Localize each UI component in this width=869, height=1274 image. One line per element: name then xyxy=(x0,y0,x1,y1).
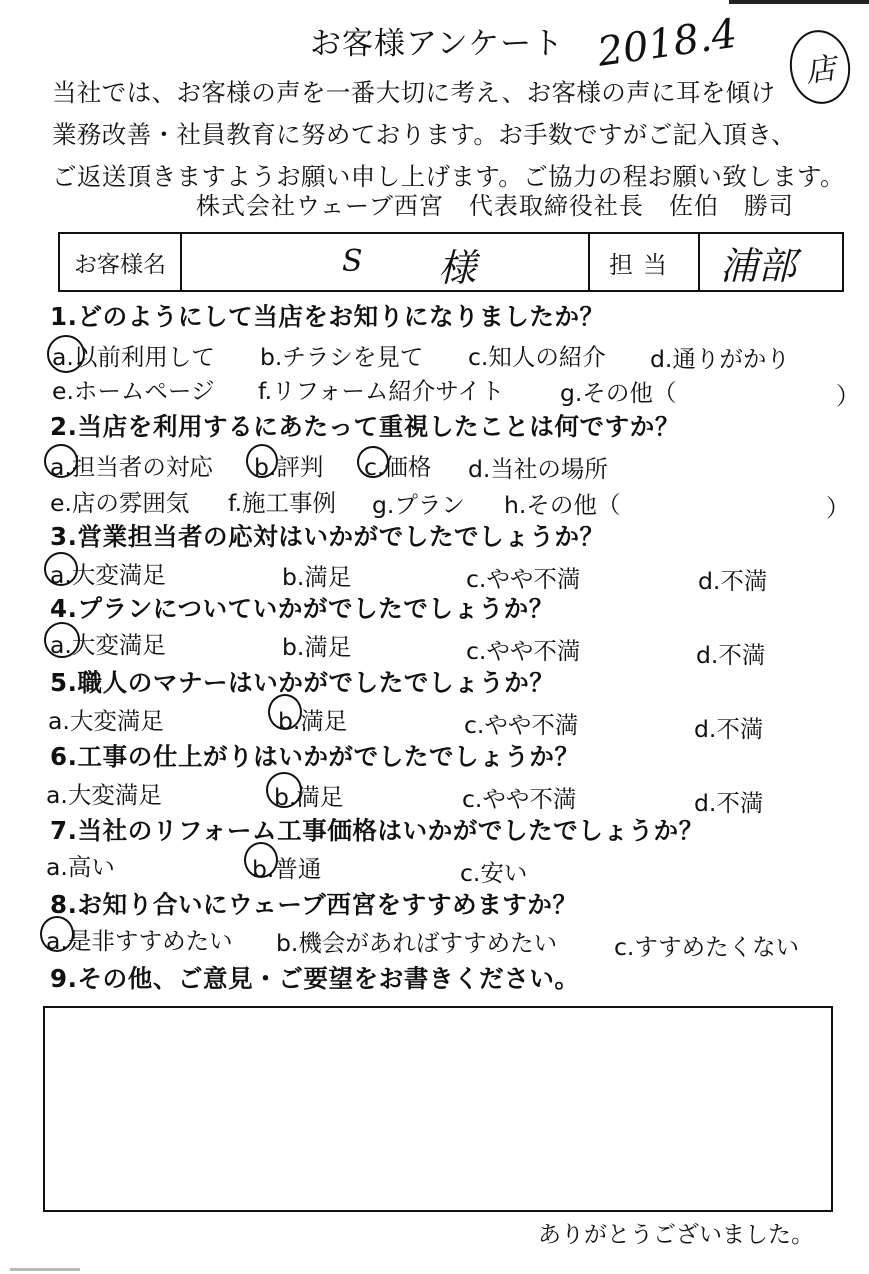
q3-option-b[interactable]: b.満足 xyxy=(282,563,352,591)
question-4: 4.プランについていかがでしたでしょうか？ xyxy=(50,594,554,623)
question-6: 6.工事の仕上がりはいかがでしたでしょうか？ xyxy=(50,742,580,771)
q2-option-e[interactable]: e.店の雰囲気 xyxy=(50,489,190,517)
question-2: 2.当店を利用するにあたって重視したことは何ですか？ xyxy=(50,412,680,441)
q7-option-c[interactable]: c.安い xyxy=(460,859,528,887)
question-9: 9.その他、ご意見・ご要望をお書きください。 xyxy=(50,964,580,993)
customer-info-box xyxy=(58,232,844,292)
customer-initial: S xyxy=(342,244,363,279)
q2-option-f[interactable]: f.施工事例 xyxy=(228,489,337,517)
intro-text xyxy=(52,72,845,198)
shop-mark-text: 店 xyxy=(803,51,838,90)
q6-option-c[interactable]: c.やや不満 xyxy=(462,785,577,813)
q8-option-a[interactable]: a.是非すすめたい xyxy=(46,927,233,955)
q5-option-a[interactable]: a.大変満足 xyxy=(48,707,164,735)
footer-thanks: ありがとうございました。 xyxy=(538,1222,814,1248)
intro-line: 業務改善・社員教育に努めております。お手数ですがご記入頂き、 xyxy=(52,120,797,149)
q5-option-d[interactable]: d.不満 xyxy=(694,715,764,743)
q2-option-h[interactable]: h.その他（ xyxy=(504,491,621,519)
q1-option-a[interactable]: a.以前利用して xyxy=(52,343,215,371)
q4-option-c[interactable]: c.やや不満 xyxy=(466,637,581,665)
q6-option-d[interactable]: d.不満 xyxy=(694,789,764,817)
customer-suffix: 様 xyxy=(438,246,477,290)
q2-option-a[interactable]: a.担当者の対応 xyxy=(50,453,213,481)
q4-option-a[interactable]: a.大変満足 xyxy=(50,631,166,659)
question-8: 8.お知り合いにウェーブ西宮をすすめますか？ xyxy=(50,890,578,919)
customer-name-field[interactable] xyxy=(180,234,590,290)
q8-option-b[interactable]: b.機会があればすすめたい xyxy=(276,929,558,957)
staff-name-field[interactable]: 浦部 xyxy=(720,243,797,288)
question-1: 1.どのようにして当店をお知りになりましたか？ xyxy=(50,302,605,331)
q6-option-a[interactable]: a.大変満足 xyxy=(46,781,162,809)
q1-option-d[interactable]: d.通りがかり xyxy=(650,345,790,373)
q2-option-g[interactable]: g.プラン xyxy=(372,491,465,519)
q2-close-paren: ） xyxy=(826,494,850,522)
q4-option-d[interactable]: d.不満 xyxy=(696,641,766,669)
company-line: 株式会社ウェーブ西宮 代表取締役社長 佐伯 勝司 xyxy=(196,192,794,220)
scan-edge xyxy=(729,0,869,4)
q1-option-g[interactable]: g.その他（ xyxy=(560,379,677,407)
question-5: 5.職人のマナーはいかがでしたでしょうか？ xyxy=(50,668,555,697)
q1-option-c[interactable]: c.知人の紹介 xyxy=(468,343,606,371)
comment-box[interactable] xyxy=(43,1006,833,1212)
q7-option-b[interactable]: b.普通 xyxy=(252,855,322,883)
intro-line: ご返送頂きますようお願い申し上げます。ご協力の程お願い致します。 xyxy=(52,162,845,191)
q5-option-c[interactable]: c.やや不満 xyxy=(464,711,579,739)
q3-option-a[interactable]: a.大変満足 xyxy=(50,561,166,589)
q1-option-f[interactable]: f.リフォーム紹介サイト xyxy=(258,377,505,405)
handwritten-date: 2018.4 xyxy=(594,10,740,76)
question-7: 7.当社のリフォーム工事価格はいかがでしたでしょうか？ xyxy=(50,816,704,845)
q2-option-d[interactable]: d.当社の場所 xyxy=(468,455,608,483)
q1-option-b[interactable]: b.チラシを見て xyxy=(260,343,424,371)
intro-line: 当社では、お客様の声を一番大切に考え、お客様の声に耳を傾け xyxy=(52,78,776,107)
q2-option-b[interactable]: b.評判 xyxy=(254,453,324,481)
q3-option-d[interactable]: d.不満 xyxy=(698,567,768,595)
page-title: お客様アンケート xyxy=(310,26,565,62)
q4-option-b[interactable]: b.満足 xyxy=(282,633,352,661)
q3-option-c[interactable]: c.やや不満 xyxy=(466,565,581,593)
customer-name-label: お客様名 xyxy=(60,234,182,290)
q7-option-a[interactable]: a.高い xyxy=(46,853,115,881)
question-3: 3.営業担当者の応対はいかがでしたでしょうか？ xyxy=(50,522,605,551)
q1-option-e[interactable]: e.ホームページ xyxy=(52,377,215,405)
staff-label: 担当 xyxy=(588,234,700,290)
q6-option-b[interactable]: b.満足 xyxy=(274,783,344,811)
q8-option-c[interactable]: c.すすめたくない xyxy=(614,933,800,961)
q5-option-b[interactable]: b.満足 xyxy=(278,707,348,735)
q2-option-c[interactable]: c.価格 xyxy=(364,453,432,481)
scan-edge xyxy=(10,1268,80,1271)
q1-close-paren: ） xyxy=(836,382,860,410)
